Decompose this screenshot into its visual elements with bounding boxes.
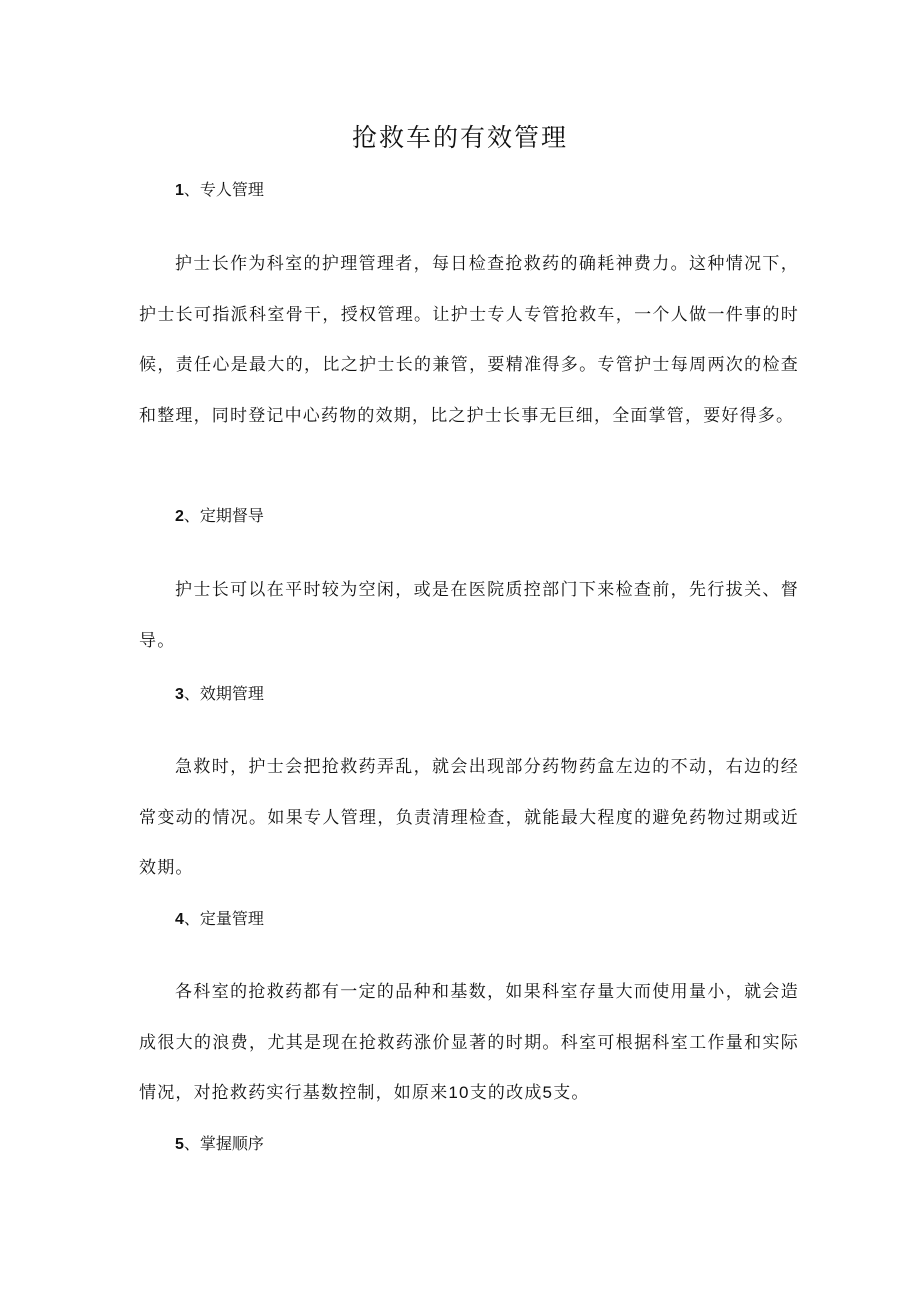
- section-number: 3: [175, 686, 184, 703]
- section-heading-text: 、定期督导: [183, 506, 264, 525]
- section-paragraph-3: 急救时，护士会把抢救药弄乱，就会出现部分药物药盒左边的不动，右边的经常变动的情况。如果专人管理，负责清理检查，就能最大程度的避免药物过期或近效期。: [139, 757, 799, 878]
- section-number: 4: [175, 911, 184, 928]
- quantity-original: 10: [448, 1083, 470, 1102]
- section-paragraph-4: [139, 967, 799, 1119]
- section-heading-2: [175, 504, 264, 529]
- section-heading-3: [175, 682, 264, 707]
- section-heading-text: 、效期管理: [183, 684, 264, 703]
- document-title: 抢救车的有效管理: [351, 123, 568, 152]
- section-number: 5: [175, 1136, 184, 1153]
- section-paragraph-1: 护士长作为科室的护理管理者，每日检查抢救药的确耗神费力。这种情况下，护士长可指派科室骨干，授权管理。让护士专人专管抢救车，一个人做一件事的时候，责任心是最大的，比之护士长的兼管，要精准得多。专管护士每周两次的检查和整理，同时登记中心药物的效期，比之护士长事无巨细，全面掌管，要好得多。: [139, 254, 799, 426]
- section-number: 1: [175, 182, 184, 199]
- paragraph-text: 支。: [553, 1083, 590, 1103]
- section-heading-4: [175, 907, 264, 932]
- section-heading-5: [175, 1132, 264, 1157]
- paragraph-text: 支的改成: [469, 1083, 543, 1103]
- section-heading-1: [175, 178, 264, 203]
- section-heading-text: 、定量管理: [183, 909, 264, 928]
- section-heading-text: 、专人管理: [183, 180, 264, 199]
- quantity-new: 5: [542, 1083, 554, 1102]
- section-heading-text: 、掌握顺序: [183, 1134, 264, 1153]
- section-paragraph-2: 护士长可以在平时较为空闲，或是在医院质控部门下来检查前，先行拔关、督导。: [139, 580, 799, 651]
- section-number: 2: [175, 508, 184, 525]
- paragraph-text: 各科室的抢救药都有一定的品种和基数，如果科室存量大而使用量小，就会造成很大的浪费，尤其是现在抢救药涨价显著的时期。科室可根据科室工作量和实际情况，对抢救药实行基数控制，如原来: [139, 982, 799, 1103]
